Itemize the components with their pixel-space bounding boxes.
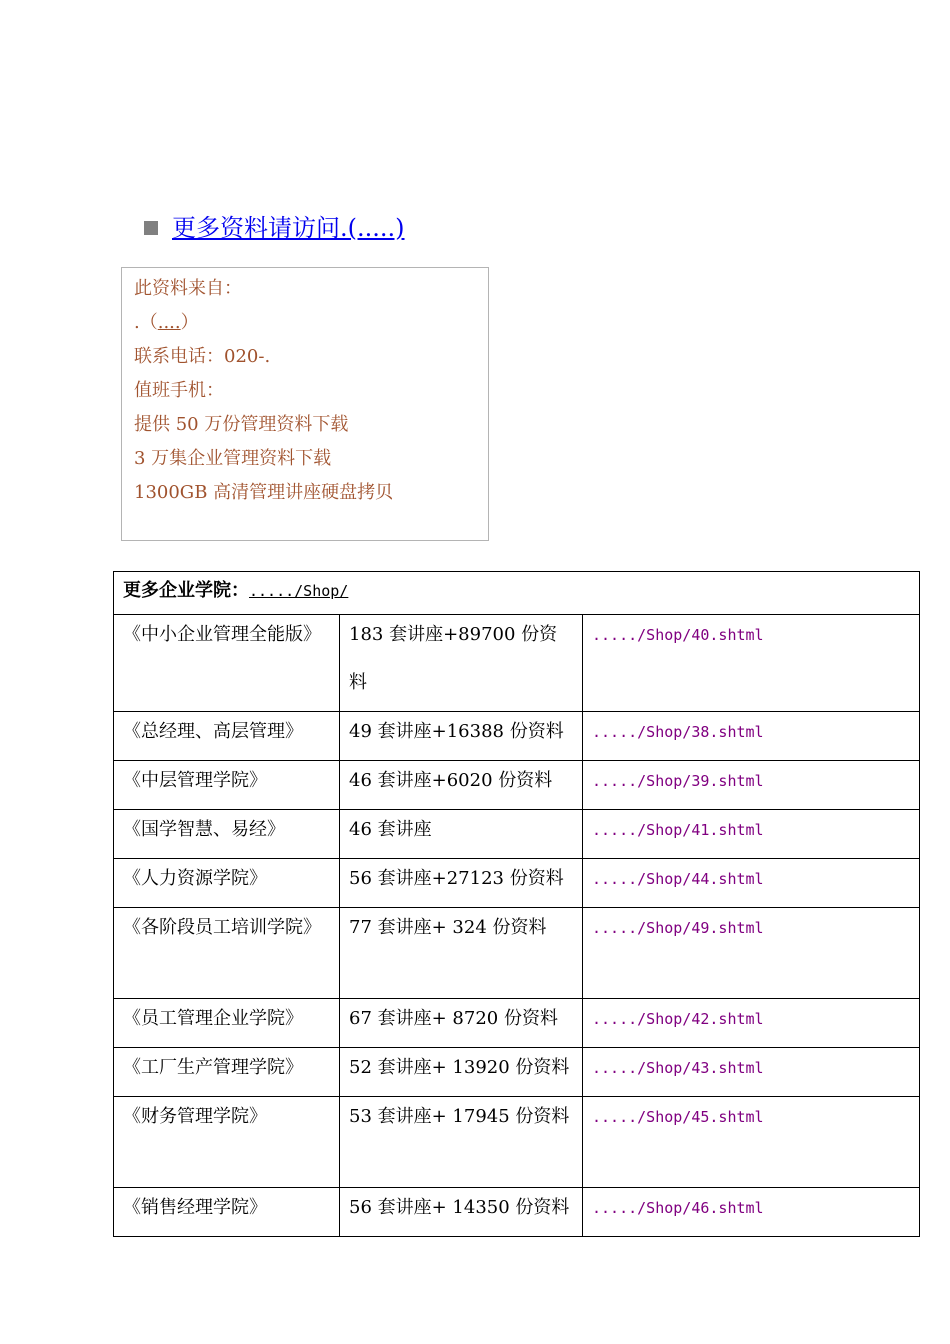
- course-url[interactable]: ...../Shop/46.shtml: [583, 1188, 920, 1237]
- course-name: 《中层管理学院》: [114, 761, 340, 810]
- site-suffix: ）: [180, 312, 199, 333]
- course-desc: 53 套讲座+ 17945 份资料: [340, 1097, 583, 1188]
- more-resources-link-row: [144, 208, 405, 248]
- table-row: [114, 1188, 920, 1237]
- course-desc: 56 套讲座+ 14350 份资料: [340, 1188, 583, 1237]
- course-desc: 183 套讲座+89700 份资料: [340, 615, 583, 712]
- table-row: [114, 859, 920, 908]
- table-row: [114, 761, 920, 810]
- course-url[interactable]: ...../Shop/42.shtml: [583, 999, 920, 1048]
- course-desc: 52 套讲座+ 13920 份资料: [340, 1048, 583, 1097]
- source-line-site: [134, 306, 476, 340]
- course-desc: 46 套讲座+6020 份资料: [340, 761, 583, 810]
- table-row: [114, 908, 920, 999]
- site-link[interactable]: ....: [157, 312, 181, 333]
- table-row: [114, 999, 920, 1048]
- source-line-phone: 联系电话：020-.: [134, 346, 271, 367]
- table-row: [114, 1097, 920, 1188]
- table-header-label: 更多企业学院：: [123, 580, 249, 601]
- course-name: 《财务管理学院》: [114, 1097, 340, 1188]
- course-name: 《中小企业管理全能版》: [114, 615, 340, 712]
- source-line-from: 此资料来自：: [134, 278, 242, 299]
- table-header-link[interactable]: ...../Shop/: [249, 582, 349, 600]
- source-line-mobile: 值班手机：: [134, 380, 224, 401]
- table-row: [114, 712, 920, 761]
- course-name: 《人力资源学院》: [114, 859, 340, 908]
- course-table: [113, 571, 920, 1237]
- course-url[interactable]: ...../Shop/39.shtml: [583, 761, 920, 810]
- source-line-offer-3: 1300GB 高清管理讲座硬盘拷贝: [134, 482, 394, 503]
- course-url[interactable]: ...../Shop/49.shtml: [583, 908, 920, 999]
- course-url[interactable]: ...../Shop/44.shtml: [583, 859, 920, 908]
- table-row: [114, 1048, 920, 1097]
- course-name: 《员工管理企业学院》: [114, 999, 340, 1048]
- table-row: [114, 810, 920, 859]
- site-prefix: .（: [134, 312, 158, 333]
- course-name: 《国学智慧、易经》: [114, 810, 340, 859]
- course-url[interactable]: ...../Shop/45.shtml: [583, 1097, 920, 1188]
- course-desc: 46 套讲座: [340, 810, 583, 859]
- more-resources-link[interactable]: 更多资料请访问.(.....): [172, 214, 405, 242]
- table-row: [114, 615, 920, 712]
- course-name: 《销售经理学院》: [114, 1188, 340, 1237]
- table-header-row: [114, 572, 920, 615]
- course-url[interactable]: ...../Shop/43.shtml: [583, 1048, 920, 1097]
- source-line-offer-2: 3 万集企业管理资料下载: [134, 448, 332, 469]
- course-desc: 77 套讲座+ 324 份资料: [340, 908, 583, 999]
- table-header-cell: [114, 572, 920, 615]
- course-url[interactable]: ...../Shop/41.shtml: [583, 810, 920, 859]
- square-bullet-icon: [144, 221, 158, 235]
- course-desc: 49 套讲座+16388 份资料: [340, 712, 583, 761]
- course-name: 《工厂生产管理学院》: [114, 1048, 340, 1097]
- course-name: 《各阶段员工培训学院》: [114, 908, 340, 999]
- course-desc: 56 套讲座+27123 份资料: [340, 859, 583, 908]
- course-url[interactable]: ...../Shop/38.shtml: [583, 712, 920, 761]
- source-info-box: [121, 267, 489, 541]
- course-url[interactable]: ...../Shop/40.shtml: [583, 615, 920, 712]
- source-line-offer-1: 提供 50 万份管理资料下载: [134, 414, 349, 435]
- course-name: 《总经理、高层管理》: [114, 712, 340, 761]
- course-desc: 67 套讲座+ 8720 份资料: [340, 999, 583, 1048]
